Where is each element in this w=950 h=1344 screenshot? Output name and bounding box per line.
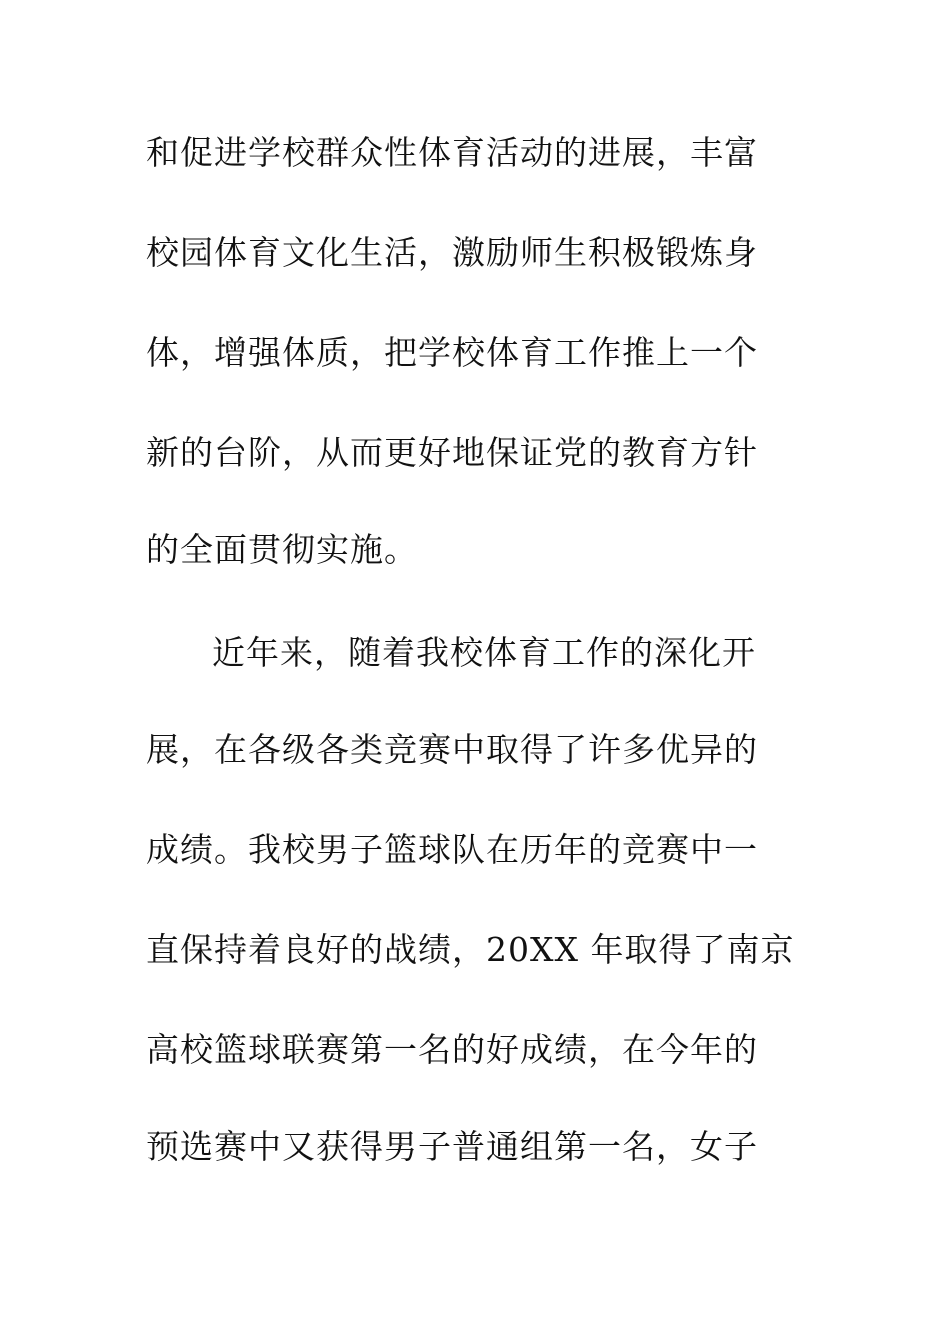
text-line: 和促进学校群众性体育活动的进展，丰富: [146, 133, 758, 172]
text-line: 直保持着良好的战绩，20XX 年取得了南京: [146, 930, 795, 969]
text-line: 展，在各级各类竞赛中取得了许多优异的: [146, 730, 758, 769]
text-line: 新的台阶，从而更好地保证党的教育方针: [146, 433, 758, 472]
text-line: 成绩。我校男子篮球队在历年的竞赛中一: [146, 830, 758, 869]
text-line: 体，增强体质，把学校体育工作推上一个: [146, 333, 758, 372]
text-line: 高校篮球联赛第一名的好成绩，在今年的: [146, 1030, 758, 1069]
paragraph-first-line: 近年来，随着我校体育工作的深化开: [212, 633, 756, 672]
text-line: 校园体育文化生活，激励师生积极锻炼身: [146, 233, 758, 272]
text-line: 预选赛中又获得男子普通组第一名，女子: [146, 1127, 758, 1166]
text-line: 的全面贯彻实施。: [146, 530, 418, 569]
